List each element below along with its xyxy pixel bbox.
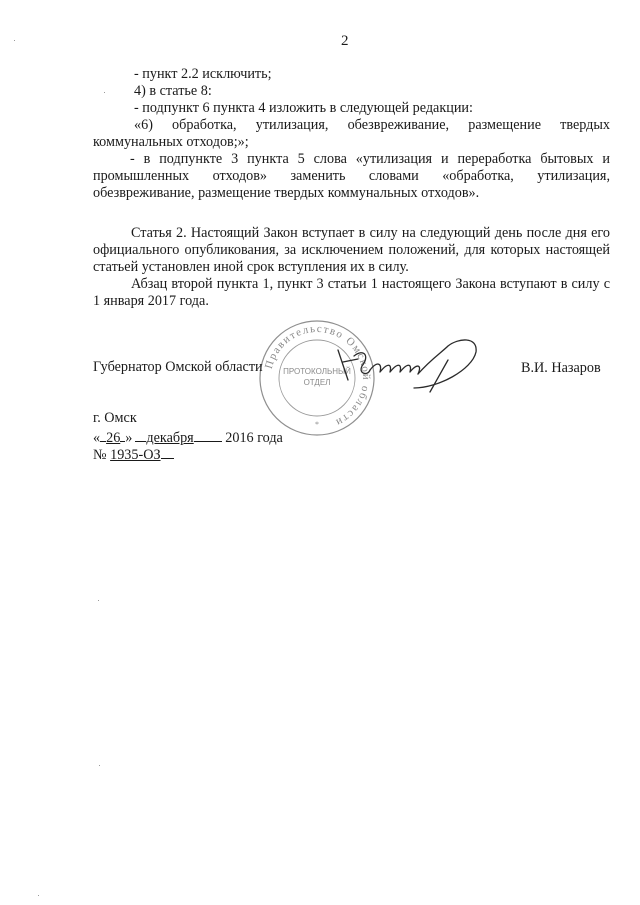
- signatory-name: В.И. Назаров: [521, 360, 601, 376]
- date-month: декабря: [146, 430, 194, 446]
- text-line-2: 4) в статье 8:: [134, 83, 212, 99]
- scan-speck: [14, 40, 15, 41]
- page-number: 2: [341, 33, 349, 49]
- stamp-center-line2: ОТДЕЛ: [303, 378, 331, 387]
- handwritten-signature: [318, 330, 488, 400]
- scan-speck: [38, 895, 39, 896]
- city: г. Омск: [93, 410, 137, 426]
- scan-speck: [99, 765, 100, 766]
- effective-date-paragraph: Абзац второй пункта 1, пункт 3 статьи 1 настоящего Закона вступают в силу с 1 января 2017 года.: [93, 276, 610, 309]
- scan-speck: [98, 600, 99, 601]
- text-item-6: «6) обработка, утилизация, обезвреживание, размещение твердых коммунальных отходов;»;: [93, 117, 610, 150]
- law-number-value: 1935-ОЗ: [110, 447, 161, 463]
- signatory-position: Губернатор Омской области: [93, 359, 263, 375]
- date-year: 2016 года: [225, 430, 283, 446]
- svg-text:*: *: [315, 420, 319, 429]
- date-open-quote: «: [93, 430, 101, 446]
- date-close-quote: »: [125, 430, 133, 446]
- text-line-3: - подпункт 6 пункта 4 изложить в следующей редакции:: [134, 100, 473, 116]
- text-line-1: - пункт 2.2 исключить;: [134, 66, 272, 82]
- stamp-center-line1: ПРОТОКОЛЬНЫЙ: [283, 367, 351, 376]
- law-number: [93, 445, 174, 464]
- law-number-prefix: №: [93, 447, 107, 463]
- scan-speck: [104, 92, 105, 93]
- date-day: 26: [106, 430, 121, 446]
- stamp-ring-text: Правительство Омской области: [262, 322, 373, 429]
- text-item-5: - в подпункте 3 пункта 5 слова «утилизация и переработка бытовых и промышленных отходов» заменить словами «обработка, утилизация, обезвреживание, размещение твердых коммунальных отходов».: [93, 151, 610, 201]
- article-2-paragraph: Статья 2. Настоящий Закон вступает в силу на следующий день после дня его официального опубликования, за исключением положений, для которых настоящей статьей установлен иной срок вступления их в силу.: [93, 225, 610, 275]
